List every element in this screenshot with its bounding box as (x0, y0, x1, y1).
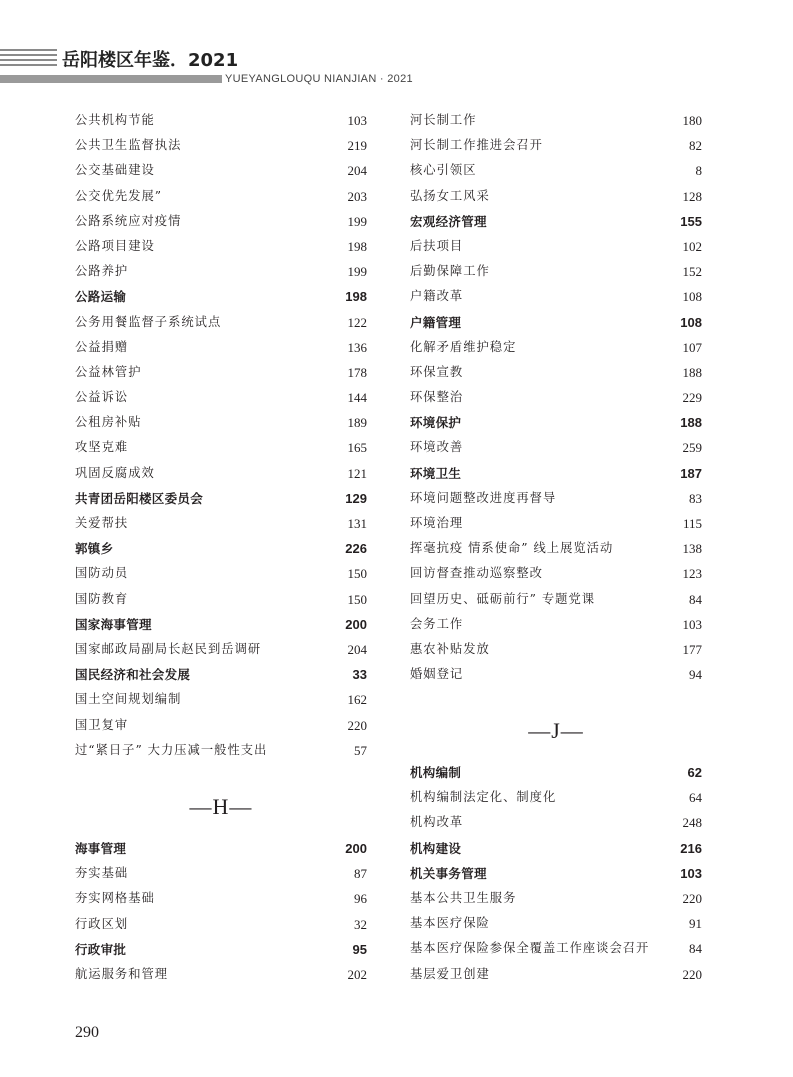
entry-text: 公租房补贴 (75, 415, 142, 430)
index-entry (75, 360, 367, 385)
entry-text: 化解矛盾维护稳定 (410, 339, 517, 354)
entry-text: 回访督查推动巡察整改 (410, 566, 543, 581)
index-entry (75, 410, 367, 435)
index-entry (410, 108, 702, 133)
index-entry (410, 637, 702, 662)
entry-page-number: 188 (682, 364, 702, 380)
entry-text: 基本医疗保险 (410, 916, 490, 931)
index-entry (75, 209, 367, 234)
entry-page-number: 198 (345, 289, 367, 305)
header-decorative-lines (0, 49, 57, 69)
index-heading-entry (75, 536, 367, 561)
entry-page-number: 138 (682, 541, 702, 557)
entry-text: 行政区划 (75, 916, 129, 931)
entry-page-number: 121 (347, 465, 367, 481)
index-heading-entry (410, 836, 702, 861)
entry-page-number: 199 (347, 264, 367, 280)
entry-page-number: 202 (347, 966, 367, 982)
index-entry (75, 861, 367, 886)
index-heading-entry (75, 662, 367, 687)
entry-text: 国防教育 (75, 591, 129, 606)
entry-page-number: 220 (682, 966, 702, 982)
entry-text: 基本医疗保险参保全覆盖工作座谈会召开 (410, 941, 650, 956)
entry-page-number: 102 (682, 238, 702, 254)
index-entry (75, 738, 367, 763)
index-entry (75, 637, 367, 662)
index-heading-entry (75, 612, 367, 637)
entry-text: 巩固反腐成效 (75, 465, 155, 480)
section-heading-j: —J— (528, 718, 584, 743)
index-entry (410, 810, 702, 835)
entry-page-number: 33 (352, 667, 367, 683)
entry-page-number: 57 (354, 742, 367, 758)
index-entry (410, 184, 702, 209)
entry-page-number: 91 (689, 916, 702, 932)
entry-text: 国家邮政局副局长赵民到岳调研 (75, 641, 262, 656)
index-entry (410, 284, 702, 309)
entry-text: 后勤保障工作 (410, 264, 490, 279)
entry-text: 关爱帮扶 (75, 516, 129, 530)
entry-page-number: 107 (682, 339, 702, 355)
index-entry (75, 713, 367, 738)
entry-page-number: 8 (695, 163, 702, 179)
index-entry (75, 158, 367, 183)
entry-page-number: 150 (347, 566, 367, 582)
entry-text: 公益诉讼 (75, 390, 129, 405)
entry-page-number: 32 (354, 916, 367, 932)
index-entry (75, 511, 367, 536)
entry-page-number: 115 (682, 516, 702, 531)
index-column-left (75, 108, 367, 763)
entry-text: 环保整治 (410, 390, 464, 405)
entry-page-number: 103 (347, 113, 367, 128)
entry-text: 公路系统应对疫情 (75, 213, 182, 228)
entry-page-number: 84 (689, 591, 702, 607)
entry-page-number: 180 (682, 113, 702, 128)
entry-page-number: 198 (347, 238, 367, 254)
index-entry (410, 234, 702, 259)
entry-text: 公交基础建设 (75, 163, 155, 178)
index-heading-entry (410, 310, 702, 335)
entry-text: 环境卫生 (410, 465, 462, 481)
entry-text: 核心引领区 (410, 163, 477, 178)
index-entry (410, 133, 702, 158)
index-entry (75, 259, 367, 284)
page-number: 290 (75, 1024, 99, 1041)
entry-page-number: 162 (347, 692, 367, 708)
index-entry (410, 511, 702, 536)
entry-text: 公务用餐监督子系统试点 (75, 314, 222, 329)
entry-page-number: 64 (689, 790, 702, 806)
entry-page-number: 62 (687, 765, 702, 780)
entry-text: 惠农补贴发放 (410, 641, 490, 656)
index-entry (75, 108, 367, 133)
index-entry (410, 662, 702, 687)
entry-page-number: 129 (345, 490, 367, 506)
entry-text: 环境改善 (410, 440, 464, 455)
entry-text: 回望历史、砥砺前行” 专题党课 (410, 591, 596, 606)
entry-text: 夯实基础 (75, 866, 129, 881)
entry-text: 会务工作 (410, 616, 464, 631)
entry-text: 国防动员 (75, 566, 129, 581)
entry-text: 基层爱卫创建 (410, 966, 490, 981)
entry-page-number: 216 (680, 840, 702, 856)
entry-text: 公共卫生监督执法 (75, 138, 182, 153)
section-heading-h: —H— (189, 794, 253, 819)
entry-text: 机关事务管理 (410, 865, 487, 881)
index-heading-entry (75, 486, 367, 511)
entry-text: 公益捐赠 (75, 339, 129, 354)
entry-page-number: 200 (345, 841, 367, 856)
index-entry (410, 536, 702, 561)
entry-text: 国土空间规划编制 (75, 692, 182, 707)
entry-page-number: 203 (347, 188, 367, 204)
index-section-h (75, 836, 367, 987)
index-entry (410, 911, 702, 936)
index-heading-entry (75, 937, 367, 962)
index-entry (75, 310, 367, 335)
entry-text: 环境治理 (410, 516, 464, 530)
index-entry (410, 385, 702, 410)
entry-page-number: 128 (682, 188, 702, 204)
index-entry (410, 936, 702, 961)
entry-page-number: 178 (347, 364, 367, 380)
entry-page-number: 220 (347, 717, 367, 733)
entry-text: 机构编制法定化、制度化 (410, 790, 557, 805)
entry-text: 国民经济和社会发展 (75, 667, 191, 683)
entry-page-number: 103 (682, 616, 702, 632)
entry-page-number: 83 (689, 490, 702, 506)
index-heading-entry (75, 836, 367, 861)
index-entry (75, 184, 367, 209)
entry-text: 航运服务和管理 (75, 966, 169, 981)
entry-text: 环境保护 (410, 415, 462, 431)
index-entry (410, 486, 702, 511)
index-heading-entry (75, 284, 367, 309)
entry-text: 后扶项目 (410, 238, 464, 253)
entry-text: 公路运输 (75, 289, 127, 305)
entry-page-number: 188 (680, 415, 702, 431)
index-section-j (410, 760, 702, 987)
entry-text: 户籍管理 (410, 314, 462, 330)
entry-page-number: 259 (682, 440, 702, 456)
entry-text: 国卫复审 (75, 717, 129, 732)
index-entry (75, 234, 367, 259)
entry-text: 郭镇乡 (75, 541, 114, 557)
entry-text: 公路项目建设 (75, 238, 155, 253)
index-entry (75, 912, 367, 937)
index-entry (410, 259, 702, 284)
entry-text: 环保宣教 (410, 364, 464, 379)
entry-page-number: 87 (354, 866, 367, 882)
index-entry (75, 435, 367, 460)
entry-text: 机构编制 (410, 765, 462, 780)
entry-page-number: 189 (347, 415, 367, 431)
entry-text: 共青团岳阳楼区委员会 (75, 490, 204, 506)
entry-page-number: 108 (682, 289, 702, 305)
entry-text: 环境问题整改进度再督导 (410, 490, 557, 505)
index-heading-entry (410, 410, 702, 435)
index-entry (410, 587, 702, 612)
entry-page-number: 123 (682, 566, 702, 582)
entry-text: 弘扬女工风采 (410, 188, 490, 203)
entry-page-number: 103 (680, 865, 702, 881)
index-entry (410, 335, 702, 360)
index-entry (75, 962, 367, 987)
entry-text: 夯实网格基础 (75, 891, 155, 906)
entry-text: 过“紧日子” 大力压减一般性支出 (75, 742, 268, 757)
entry-text: 国家海事管理 (75, 616, 152, 632)
entry-page-number: 144 (347, 390, 367, 406)
entry-text: 公路养护 (75, 264, 129, 279)
entry-page-number: 204 (347, 163, 367, 179)
entry-page-number: 136 (347, 339, 367, 355)
entry-page-number: 155 (680, 213, 702, 229)
index-entry (410, 612, 702, 637)
index-entry (75, 335, 367, 360)
entry-text: 宏观经济管理 (410, 213, 487, 229)
entry-page-number: 122 (347, 314, 367, 330)
index-entry (75, 461, 367, 486)
entry-text: 基本公共卫生服务 (410, 890, 517, 905)
entry-page-number: 96 (354, 891, 367, 907)
index-column-right (410, 108, 702, 687)
entry-text: 河长制工作推进会召开 (410, 138, 543, 153)
index-entry (75, 886, 367, 911)
entry-page-number: 248 (682, 815, 702, 831)
index-entry (410, 962, 702, 987)
entry-page-number: 82 (689, 138, 702, 154)
index-entry (410, 435, 702, 460)
entry-page-number: 84 (689, 941, 702, 957)
entry-page-number: 200 (345, 616, 367, 632)
entry-text: 户籍改革 (410, 289, 464, 304)
index-heading-entry (410, 861, 702, 886)
entry-text: 河长制工作 (410, 113, 477, 127)
header-title: 岳阳楼区年鉴．2021 (62, 50, 239, 71)
entry-page-number: 229 (682, 390, 702, 406)
entry-text: 行政审批 (75, 941, 127, 957)
entry-text: 海事管理 (75, 841, 127, 856)
entry-page-number: 219 (347, 138, 367, 154)
entry-text: 公益林管护 (75, 364, 142, 379)
index-entry (75, 561, 367, 586)
entry-page-number: 226 (345, 541, 367, 557)
entry-text: 机构建设 (410, 840, 462, 856)
entry-text: 公共机构节能 (75, 113, 155, 127)
entry-page-number: 199 (347, 213, 367, 229)
index-entry (410, 360, 702, 385)
index-entry (410, 785, 702, 810)
index-heading-entry (410, 760, 702, 785)
entry-text: 挥毫抗疫 情系使命” 线上展览活动 (410, 541, 614, 556)
index-entry (75, 587, 367, 612)
entry-page-number: 131 (347, 516, 367, 531)
index-entry (410, 886, 702, 911)
index-entry (75, 385, 367, 410)
index-entry (410, 561, 702, 586)
entry-page-number: 204 (347, 641, 367, 657)
index-heading-entry (410, 461, 702, 486)
index-entry (75, 133, 367, 158)
index-heading-entry (410, 209, 702, 234)
index-entry (410, 158, 702, 183)
entry-text: 婚姻登记 (410, 667, 464, 682)
entry-page-number: 165 (347, 440, 367, 456)
index-entry (75, 687, 367, 712)
header-subtitle: YUEYANGLOUQU NIANJIAN · 2021 (225, 73, 413, 85)
entry-page-number: 150 (347, 591, 367, 607)
running-header (0, 0, 793, 100)
entry-page-number: 220 (682, 890, 702, 906)
entry-page-number: 152 (682, 264, 702, 280)
entry-page-number: 94 (689, 667, 702, 683)
entry-text: 公交优先发展” (75, 188, 163, 203)
entry-text: 机构改革 (410, 815, 464, 830)
entry-text: 攻坚克难 (75, 440, 129, 455)
entry-page-number: 108 (680, 314, 702, 330)
entry-page-number: 187 (680, 465, 702, 481)
header-rule (0, 75, 222, 83)
entry-page-number: 95 (352, 941, 367, 957)
entry-page-number: 177 (682, 641, 702, 657)
